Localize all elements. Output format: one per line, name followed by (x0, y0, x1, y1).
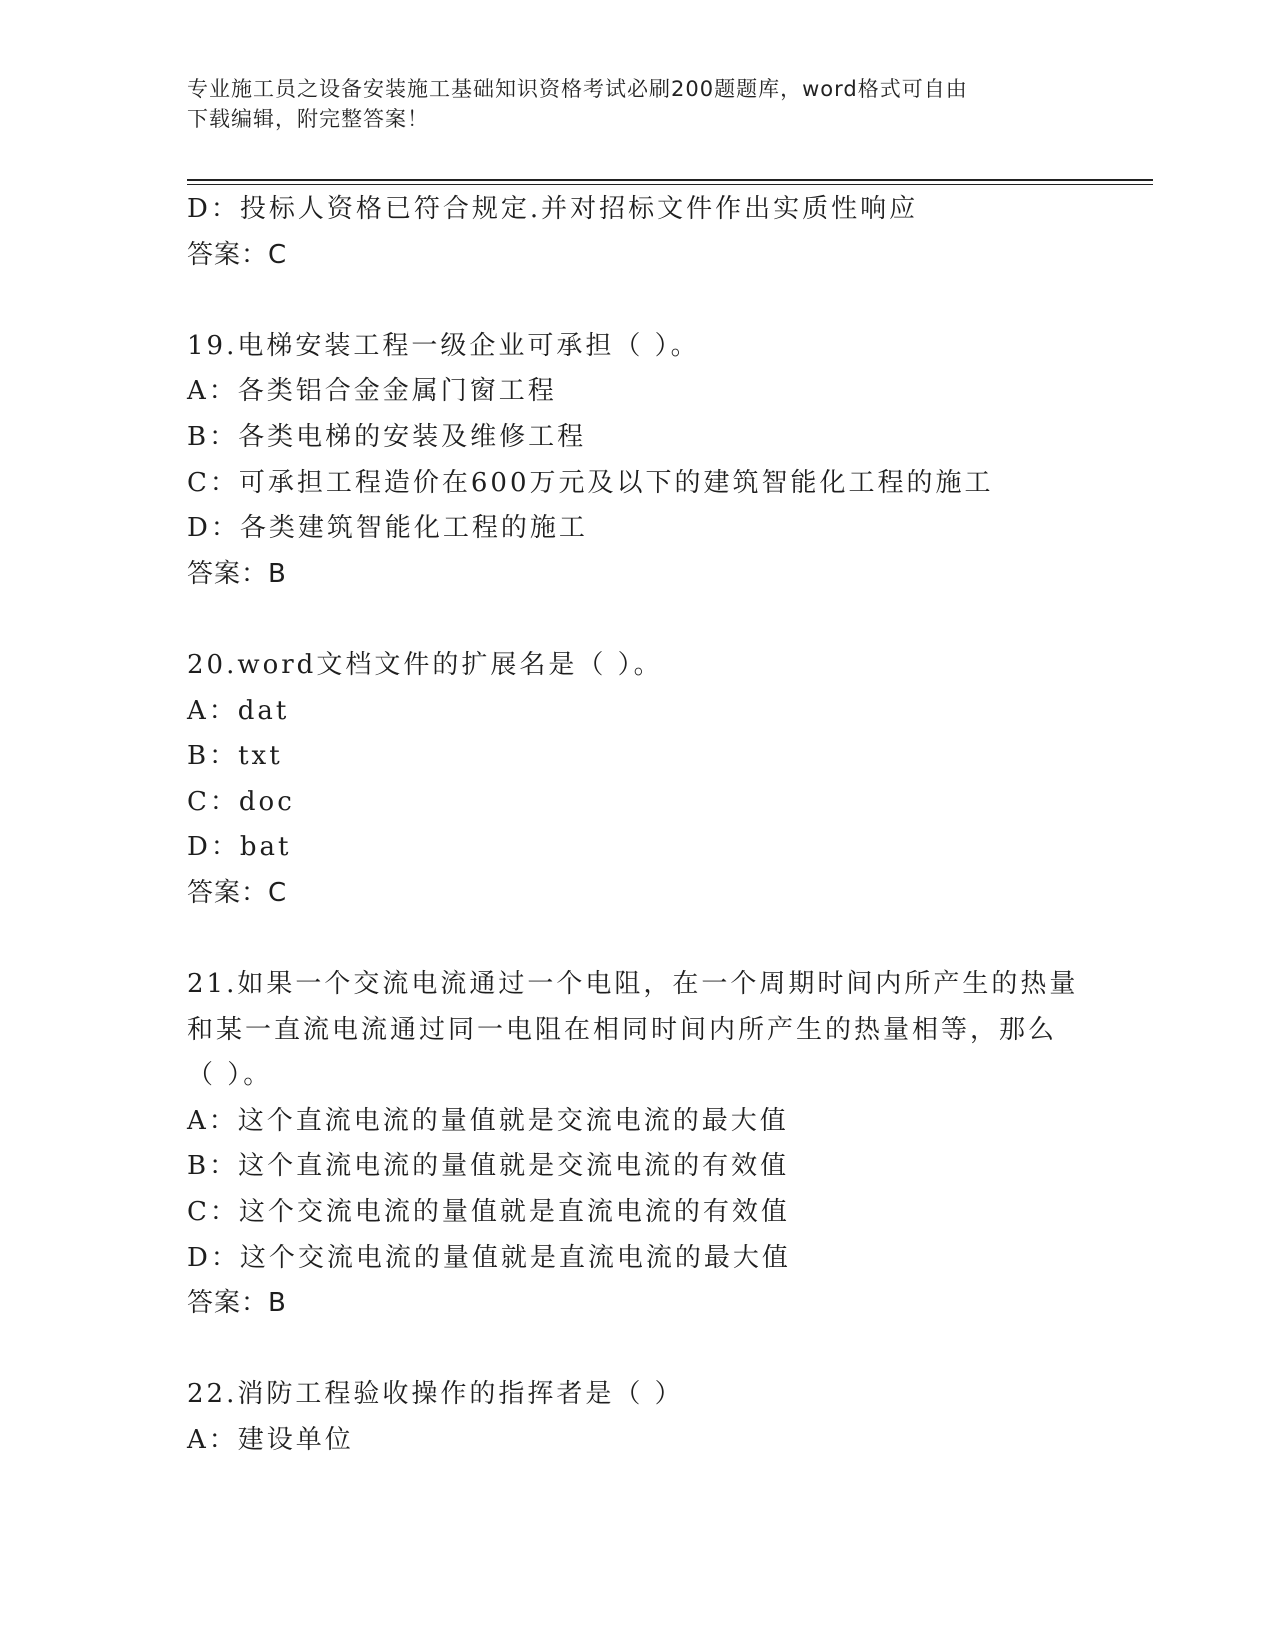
block-spacer (187, 597, 1087, 643)
option-b: B：各类电梯的安装及维修工程 (187, 421, 587, 452)
option-c: C：这个交流电流的量值就是直流电流的有效值 (187, 1197, 790, 1228)
header-line-1: 专业施工员之设备安装施工基础知识资格考试必刷200题题库，word格式可自由 (187, 77, 968, 101)
option-b: B：这个直流电流的量值就是交流电流的有效值 (187, 1151, 790, 1182)
answer-text: 答案：B (187, 558, 287, 589)
option-c: C：doc (187, 786, 295, 817)
block-spacer (187, 917, 1087, 963)
option-a: A：各类铝合金金属门窗工程 (187, 376, 557, 407)
question-text-line-3: （ ）。 (187, 1060, 273, 1091)
question-text: 19.电梯安装工程一级企业可承担（ ）。 (187, 330, 700, 361)
question-text: 20.word文档文件的扩展名是（ ）。 (187, 649, 663, 680)
answer-text: 答案：C (187, 877, 288, 908)
page-header (187, 74, 1067, 134)
question-block (187, 324, 1087, 598)
question-content (187, 187, 1087, 1464)
question-text-line-2: 和某一直流电流通过同一电阻在相同时间内所产生的热量相等，那么 (187, 1014, 1058, 1045)
option-a: A：dat (187, 695, 290, 726)
answer-text: 答案：C (187, 239, 288, 270)
option-c: C：可承担工程造价在600万元及以下的建筑智能化工程的施工 (187, 467, 994, 498)
block-spacer (187, 1327, 1087, 1373)
question-block (187, 643, 1087, 917)
question-block (187, 962, 1087, 1327)
option-d: D：投标人资格已符合规定.并对招标文件作出实质性响应 (187, 194, 919, 224)
question-block (187, 1372, 1087, 1463)
option-d: D：各类建筑智能化工程的施工 (187, 513, 588, 544)
option-d: D：这个交流电流的量值就是直流电流的最大值 (187, 1242, 791, 1273)
header-divider (187, 179, 1153, 181)
header-divider-thin (187, 184, 1153, 185)
option-a: A：这个直流电流的量值就是交流电流的最大值 (187, 1105, 789, 1136)
question-text-line-1: 21.如果一个交流电流通过一个电阻，在一个周期时间内所产生的热量 (187, 969, 1079, 1000)
block-spacer (187, 278, 1087, 324)
answer-text: 答案：B (187, 1288, 287, 1319)
option-a: A：建设单位 (187, 1425, 354, 1456)
question-block (187, 187, 1087, 278)
header-line-2: 下载编辑，附完整答案！ (187, 107, 429, 131)
option-d: D：bat (187, 832, 292, 863)
option-b: B：txt (187, 741, 283, 772)
question-text: 22.消防工程验收操作的指挥者是（ ） (187, 1379, 684, 1410)
